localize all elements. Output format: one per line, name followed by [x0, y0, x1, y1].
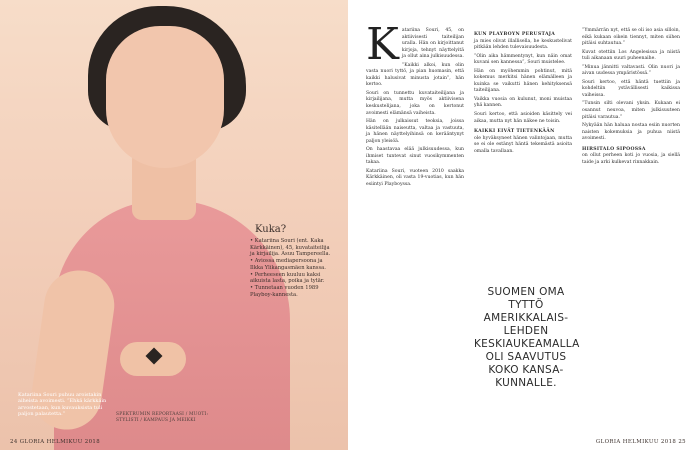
paragraph: Souri kertoo, että asioiden käsittely vei aikaa, mutta nyt hän näkee ne toisin. — [474, 112, 572, 124]
paragraph: ole hyväksyneet hänen valintojaan, mutta se ei ole estänyt häntä tekemästä asioita omalla tavallaan. — [474, 135, 572, 154]
text-page — [348, 0, 696, 450]
sidebar-box — [250, 238, 332, 298]
pull-quote: SUOMEN OMA TYTTÖ AMERIKKALAIS-LEHDEN KESKIAUKEAMALLA OLI SAAVUTUS KOKO KANSA-KUNNALLE. — [474, 286, 580, 389]
subheading: HIRSITALO SIPOOSSA — [582, 146, 646, 152]
paragraph: Souri on tunnettu kuvataiteilijana ja kirjailijana, mutta myös aktiivisena keskustelijana, joka on kertonut avoimesti elämänsä vaiheista. — [366, 90, 464, 116]
footer-left: 24 GLORIA HELMIKUU 2018 — [10, 439, 101, 445]
paragraph: Katariina Souri, vuoteen 2010 saakka Kärkkäinen, oli vasta 19-vuotias, kun hän esiintyi Playboyssa. — [366, 168, 464, 188]
subheading: KAIKKI EIVÄT TIETENKÄÄN — [474, 129, 555, 135]
paragraph: ”Olin aika hämmentynyt, kun näin omat kuvani sen kannessa”, Souri muistelee. — [474, 53, 572, 66]
paragraph: Hän on myöhemmin pohtinut, mitä kokemus merkitsi hänen elämälleen ja kuinka se vaikutti hänen kehityksensä taiteilijana. — [474, 68, 572, 94]
subheading: KUN PLAYBOYN PERUSTAJA — [474, 32, 556, 37]
sidebar-title: Kuka? — [255, 224, 287, 235]
photo-caption: Katariina Souri puhuu aroistakin aiheista avoimesti. ”Ehkä kärkkäin arvostetaan, kun kuvauksista tuli paljon palautetta.” — [18, 392, 107, 417]
paragraph: Vaikka vuosia on kulunut, moni muistaa yhä kannen. — [474, 96, 572, 109]
paragraph: Souri kertoo, että häntä tuettiin ja kohdeltiin ystävällisesti kaikissa vaiheissa. — [582, 79, 680, 98]
paragraph: Nykyään hän haluaa nostaa esiin nuorten naisten kokemuksia ja puhua niistä avoimesti. — [582, 123, 680, 142]
face — [106, 26, 224, 168]
footer-right: GLORIA HELMIKUU 2018 25 — [595, 439, 686, 445]
sidebar-item: • Tunnetaan vuoden 1989 Playboy-kannesta. — [250, 284, 319, 298]
paragraph: ”Tunsin silti olevani yksin. Kukaan ei osannut neuvoa, miten julkisuuteen pitäisi varautua.” — [582, 101, 680, 120]
column-1 — [366, 19, 464, 191]
paragraph: atariina Souri, 45, on aktiivisesti taiteilijan uralla. Hän on kirjoittanut kirjoja, tehnyt näyttelyitä ja ollut aina julkisuudessa. — [401, 28, 464, 60]
paragraph: ”Kaikki alkoi, kun olin vasta nuori tyttö, ja pian huomasin, että kaikki halusivat minusta jotain”, hän kertoo. — [366, 62, 464, 88]
sidebar-item: • Katariina Souri (ent. Kaka Kärkkäinen), 45, kuvataiteilija ja kirjailija. Asuu Tampereella. — [250, 238, 331, 258]
paragraph: ja mies olivat illallisella, he keskustelivat pitkään lehden tulevaisuudesta. — [474, 38, 572, 51]
drop-cap: K — [366, 19, 399, 70]
paragraph: ”Minua jännitti valtavasti. Olin nuori ja aivan uudessa ympäristössä.” — [582, 64, 680, 77]
paragraph: On haastavaa elää julkisuudessa, kun ihmiset tuntevat sinut vuosikymmenten takaa. — [366, 147, 464, 166]
photo-credit: SPEKTRUMIN REPORTAASI / MUOTI: STYLISTI / KAMPAUS JA MEIKKI — [116, 412, 209, 423]
paragraph: Hän on julkaissut teoksia, joissa käsitellään naiseutta, valtaa ja vastuuta, ja hänen näyttelyihinsä on kerääntynyt paljon yleisöä. — [366, 119, 464, 144]
paragraph: ”Ymmärrän nyt, että se oli iso asia silloin, eikä kukaan oikein tiennyt, miten siihen pitäisi suhtautua.” — [582, 28, 680, 47]
column-3 — [582, 28, 680, 168]
paragraph: on ollut perheen koti jo vuosia, ja siellä taide ja arki kulkevat rinnakkain. — [582, 153, 680, 165]
sidebar-item: • Perheeseen kuuluu kaksi aikuista lasta, poika ja tytär. — [250, 271, 325, 285]
sidebar-item: • Aviossa mediapersoona ja Ilkka Ylikangasmäen kanssa. — [250, 258, 326, 271]
column-2 — [474, 28, 572, 157]
paragraph: Kuvat otettiin Los Angelesissa ja niistä tuli aikanaan suuri puheenaihe. — [582, 49, 680, 62]
